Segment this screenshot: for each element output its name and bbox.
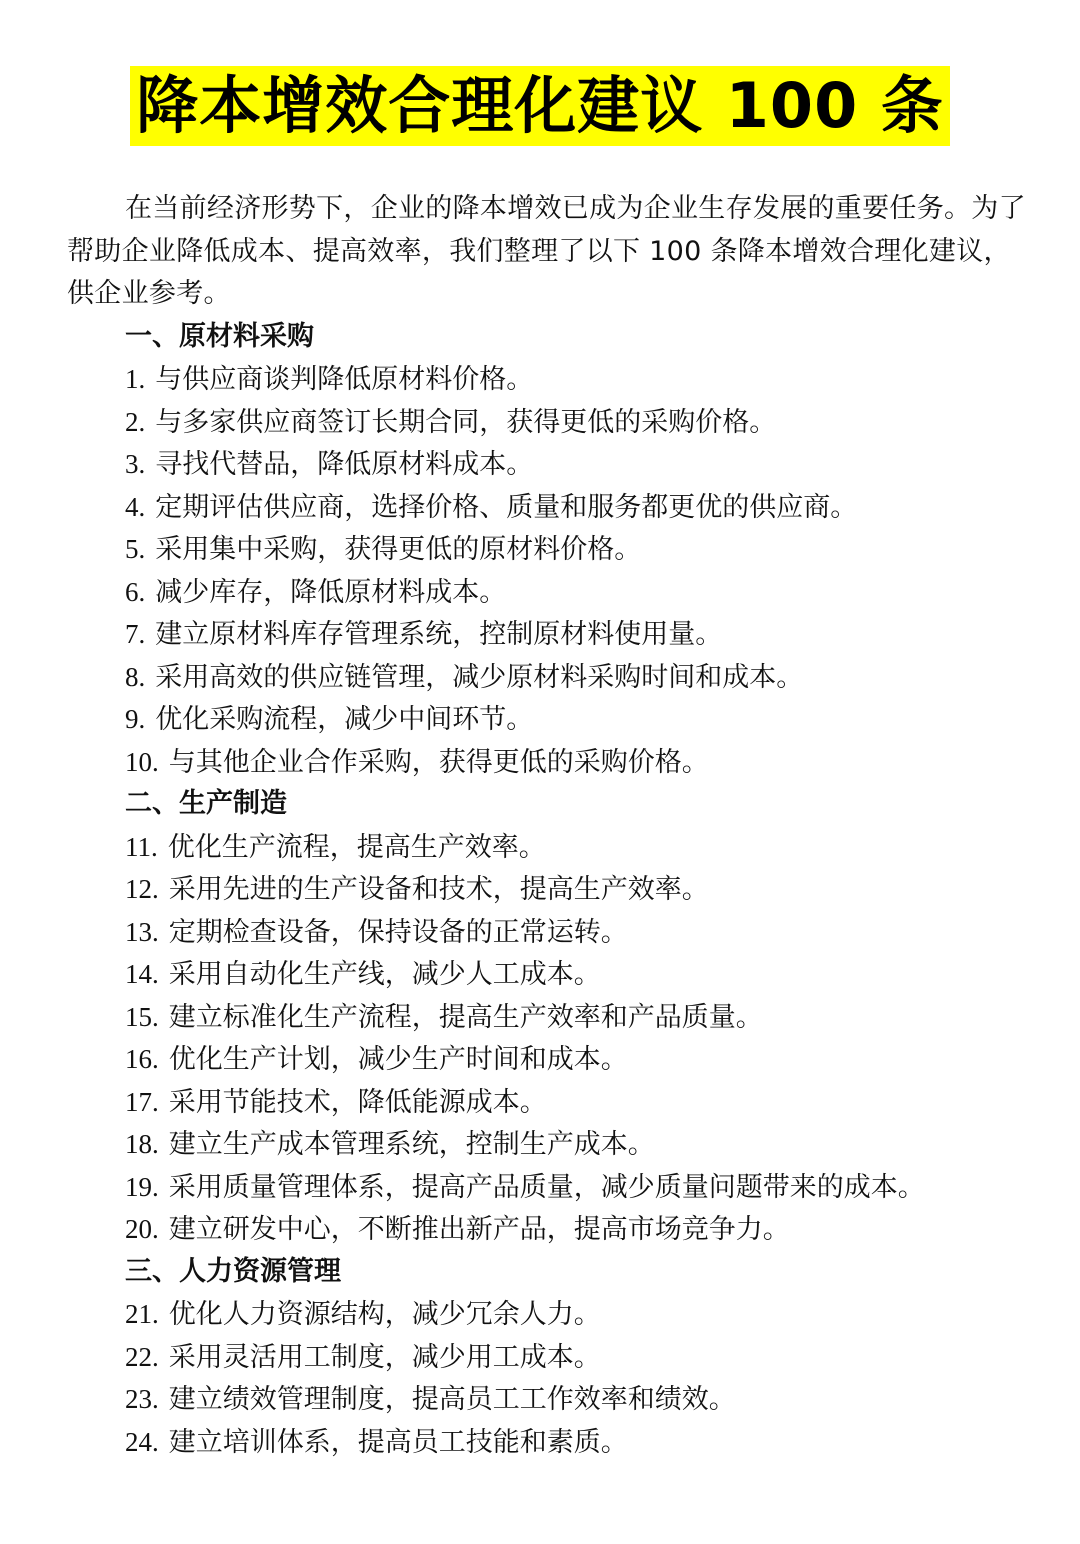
item-text: 采用先进的生产设备和技术，提高生产效率。 xyxy=(168,874,709,905)
item-text: 与供应商谈判降低原材料价格。 xyxy=(155,364,534,395)
item-number: 18. xyxy=(125,1129,159,1159)
item-text: 采用节能技术，降低能源成本。 xyxy=(168,1086,547,1118)
list-item xyxy=(125,401,1037,444)
list-item xyxy=(125,1038,1037,1081)
list-item xyxy=(125,1293,1037,1336)
item-text: 与多家供应商签订长期合同，获得更低的采购价格。 xyxy=(155,406,777,438)
list-item xyxy=(125,826,1037,869)
item-number: 13. xyxy=(125,916,159,947)
item-number: 3. xyxy=(125,449,146,479)
item-text: 建立原材料库存管理系统，控制原材料使用量。 xyxy=(155,619,723,650)
list-item xyxy=(125,1208,1037,1251)
suggestion-list xyxy=(67,316,1037,1464)
list-item xyxy=(125,868,1037,911)
item-number: 22. xyxy=(125,1341,159,1372)
list-item xyxy=(125,528,1037,571)
item-text: 定期检查设备，保持设备的正常运转。 xyxy=(168,916,628,948)
section-heading: 二、生产制造 xyxy=(125,788,287,819)
item-text: 优化人力资源结构，减少冗余人力。 xyxy=(168,1299,601,1330)
item-number: 11. xyxy=(125,831,158,862)
list-item xyxy=(125,613,1037,656)
document-body xyxy=(67,188,1037,1463)
item-text: 采用自动化生产线，减少人工成本。 xyxy=(168,959,601,990)
item-number: 20. xyxy=(125,1214,159,1244)
item-number: 12. xyxy=(125,874,159,904)
list-item xyxy=(125,698,1037,741)
item-text: 建立标准化生产流程，提高生产效率和产品质量。 xyxy=(168,1001,763,1033)
list-item xyxy=(125,1421,1037,1464)
list-item xyxy=(125,656,1037,699)
list-item xyxy=(125,443,1037,486)
section-heading: 三、人力资源管理 xyxy=(125,1255,341,1287)
list-item xyxy=(125,996,1037,1039)
list-item xyxy=(125,911,1037,954)
item-text: 优化生产计划，减少生产时间和成本。 xyxy=(168,1044,628,1075)
list-item xyxy=(125,953,1037,996)
item-text: 减少库存，降低原材料成本。 xyxy=(155,576,507,608)
item-text: 建立培训体系，提高员工技能和素质。 xyxy=(168,1426,628,1458)
item-number: 4. xyxy=(125,491,146,522)
list-item xyxy=(125,486,1037,529)
intro-paragraph: 在当前经济形势下，企业的降本增效已成为企业生存发展的重要任务。为了帮助企业降低成本、提高效率，我们整理了以下 100 条降本增效合理化建议，供企业参考。 xyxy=(67,193,1026,309)
item-number: 6. xyxy=(125,576,146,607)
item-number: 10. xyxy=(125,746,159,777)
item-number: 21. xyxy=(125,1299,159,1329)
item-number: 16. xyxy=(125,1044,159,1074)
item-text: 采用灵活用工制度，减少用工成本。 xyxy=(168,1341,601,1373)
item-text: 建立生产成本管理系统，控制生产成本。 xyxy=(168,1129,655,1160)
item-text: 采用质量管理体系，提高产品质量，减少质量问题带来的成本。 xyxy=(168,1171,925,1203)
item-number: 9. xyxy=(125,704,146,734)
list-item xyxy=(125,358,1037,401)
item-text: 定期评估供应商，选择价格、质量和服务都更优的供应商。 xyxy=(155,491,858,523)
list-item xyxy=(125,1378,1037,1421)
item-text: 优化生产流程，提高生产效率。 xyxy=(167,831,546,863)
page-title: 降本增效合理化建议 100 条 xyxy=(130,66,950,146)
item-text: 采用集中采购，获得更低的原材料价格。 xyxy=(155,534,642,565)
list-item xyxy=(125,571,1037,614)
item-number: 14. xyxy=(125,959,159,989)
item-number: 1. xyxy=(125,364,146,394)
item-number: 8. xyxy=(125,661,146,692)
list-item xyxy=(125,1123,1037,1166)
list-item xyxy=(125,1081,1037,1124)
list-item xyxy=(125,1166,1037,1209)
item-number: 15. xyxy=(125,1001,159,1032)
item-number: 23. xyxy=(125,1384,159,1414)
title-container xyxy=(0,66,1080,146)
item-number: 24. xyxy=(125,1426,159,1457)
section-heading: 一、原材料采购 xyxy=(125,320,314,352)
item-text: 建立研发中心，不断推出新产品，提高市场竞争力。 xyxy=(168,1214,790,1245)
item-number: 5. xyxy=(125,534,146,564)
item-number: 2. xyxy=(125,406,146,437)
item-text: 建立绩效管理制度，提高员工工作效率和绩效。 xyxy=(168,1384,736,1415)
item-number: 17. xyxy=(125,1086,159,1117)
item-number: 19. xyxy=(125,1171,159,1202)
item-text: 寻找代替品，降低原材料成本。 xyxy=(155,449,534,480)
item-text: 优化采购流程，减少中间环节。 xyxy=(155,704,534,735)
list-item xyxy=(125,1336,1037,1379)
item-text: 采用高效的供应链管理，减少原材料采购时间和成本。 xyxy=(155,661,804,693)
item-number: 7. xyxy=(125,619,146,649)
item-text: 与其他企业合作采购，获得更低的采购价格。 xyxy=(168,746,709,778)
list-item xyxy=(125,741,1037,784)
